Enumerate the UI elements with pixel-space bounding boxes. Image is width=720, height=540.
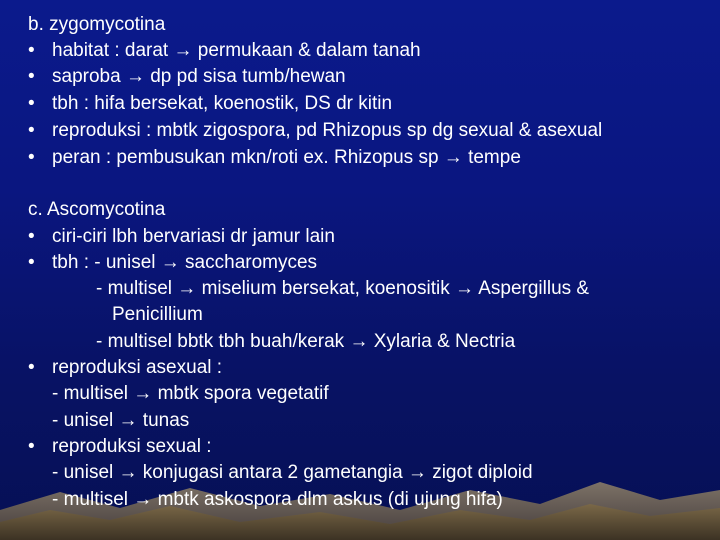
section-b-bullet-3: tbh : hifa bersekat, koenostik, DS dr kitin: [52, 93, 393, 114]
section-c-bullet-4-sub-1: - unisel → konjugasi antara 2 gametangia → zigot diploid: [52, 462, 533, 483]
section-c-bullet-2-sub-1-cont: Penicillium: [112, 304, 203, 325]
section-c-bullet-3-sub-1: - multisel → mbtk spora vegetatif: [52, 383, 329, 404]
section-c-bullet-3: reproduksi asexual :: [52, 357, 223, 378]
section-b-bullet-4: reproduksi : mbtk zigospora, pd Rhizopus sp dg sexual & asexual: [52, 120, 603, 141]
bullet-icon: •: [28, 147, 35, 168]
bullet-icon: •: [28, 436, 35, 457]
section-c-heading: c. Ascomycotina: [28, 199, 166, 220]
bullet-icon: •: [28, 66, 35, 87]
bullet-icon: •: [28, 120, 35, 141]
bullet-icon: •: [28, 357, 35, 378]
bullet-icon: •: [28, 252, 35, 273]
bullet-icon: •: [28, 226, 35, 247]
bullet-icon: •: [28, 93, 35, 114]
section-b-bullet-5: peran : pembusukan mkn/roti ex. Rhizopus sp → tempe: [52, 147, 521, 168]
section-c-bullet-1: ciri-ciri lbh bervariasi dr jamur lain: [52, 226, 335, 247]
section-b-heading: b. zygomycotina: [28, 14, 166, 35]
section-c-bullet-2-sub-1: - multisel → miselium bersekat, koenositik → Aspergillus &: [96, 278, 590, 299]
section-c-bullet-4-sub-2: - multisel → mbtk askospora dlm askus (di ujung hifa): [52, 489, 503, 510]
section-b-bullet-1: habitat : darat → permukaan & dalam tanah: [52, 40, 421, 61]
section-b-bullet-2: saproba → dp pd sisa tumb/hewan: [52, 66, 346, 87]
section-c-bullet-4: reproduksi sexual :: [52, 436, 212, 457]
bullet-icon: •: [28, 40, 35, 61]
section-c-bullet-3-sub-2: - unisel → tunas: [52, 410, 190, 431]
section-c-bullet-2-sub-2: - multisel bbtk tbh buah/kerak → Xylaria & Nectria: [96, 331, 516, 352]
section-c-bullet-2: tbh : - unisel → saccharomyces: [52, 252, 318, 273]
